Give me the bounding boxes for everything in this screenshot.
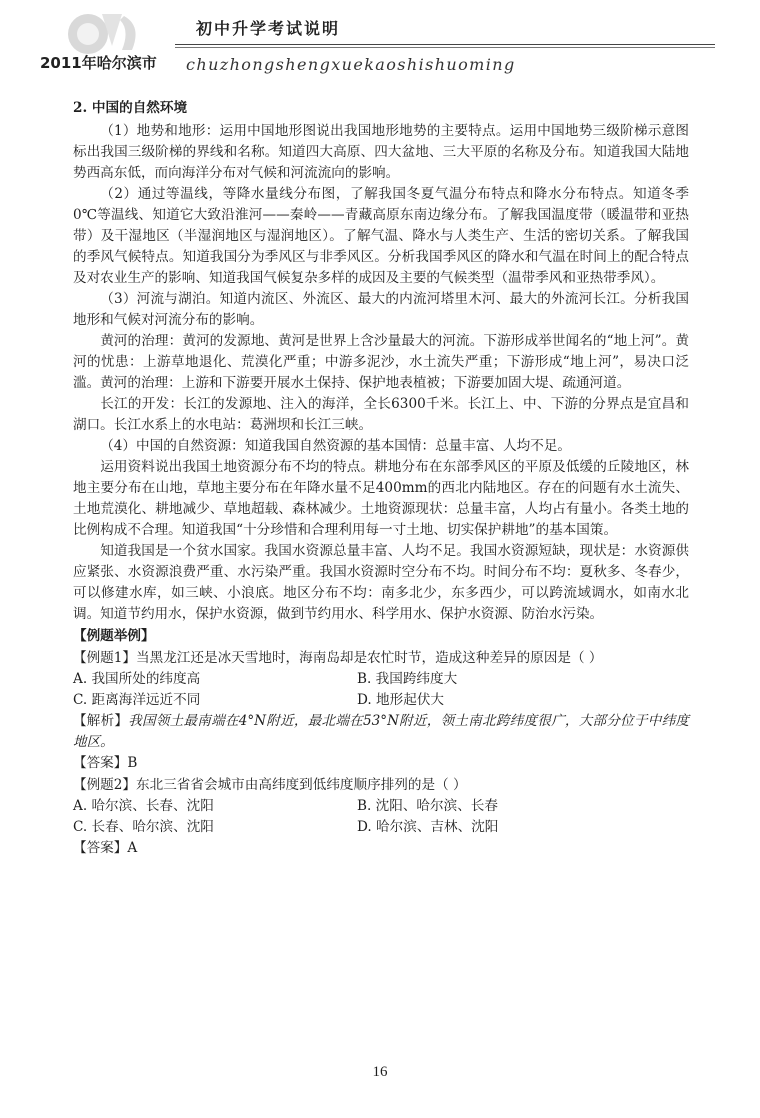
example2-option-a: A. 哈尔滨、长春、沈阳 <box>73 798 214 814</box>
paragraph-land: 运用资料说出我国土地资源分布不均的特点。耕地分布在东部季风区的平原及低缓的丘陵地区，林地主要分布在山地，草地主要分布在年降水量不足400mm的西北内陆地区。存在的问题有水土流失、土地荒漠化、耕地减少、草地超载、森林减少。土地资源现状：总量丰富，人均占有量小。各类土地的比例构成不合理。知道我国“十分珍惜和合理利用每一寸土地、切实保护耕地”的基本国策。 <box>73 459 689 538</box>
paragraph-resources: （4）中国的自然资源：知道我国自然资源的基本国情：总量丰富、人均不足。 <box>100 438 572 454</box>
page-body <box>73 98 689 859</box>
paragraph-climate: （2）通过等温线，等降水量线分布图，了解我国冬夏气温分布特点和降水分布特点。知道冬季0℃等温线、知道它大致沿淮河——秦岭——青藏高原东南边缘分布。了解我国温度带（暖温带和亚热带）及干湿地区（半湿润地区与湿润地区）。了解气温、降水与人类生产、生活的密切关系。了解我国的季风气候特点。知道我国分为季风区与非季风区。分析我国季风区的降水和气温在时间上的配合特点及对农业生产的影响、知道我国气候复杂多样的成因及主要的气候类型（温带季风和亚热带季风）。 <box>73 186 689 286</box>
example2-option-c: C. 长春、哈尔滨、沈阳 <box>73 819 214 835</box>
example1-option-b: B. 我国跨纬度大 <box>357 671 458 687</box>
header-year-city: 2011年哈尔滨市 <box>40 54 157 72</box>
examples-heading: 【例题举例】 <box>73 628 155 644</box>
analysis-text: 我国领土最南端在4°N附近，最北端在53°N附近，领土南北跨纬度很广，大部分位于中纬度地区。 <box>73 713 690 750</box>
example2-option-b: B. 沈阳、哈尔滨、长春 <box>357 798 498 814</box>
paragraph-yangtze: 长江的开发：长江的发源地、注入的海洋，全长6300千米。长江上、中、下游的分界点是宜昌和湖口。长江水系上的水电站：葛洲坝和长江三峡。 <box>73 396 689 433</box>
paragraph-yellow-river: 黄河的治理：黄河的发源地、黄河是世界上含沙量最大的河流。下游形成举世闻名的“地上河”。黄河的忧患：上游草地退化、荒漠化严重；中游多泥沙，水土流失严重；下游形成“地上河”，易决口泛滥。黄河的治理：上游和下游要开展水土保持、保护地表植被；下游要加固大堤、疏通河道。 <box>73 333 689 391</box>
example1-question: 【例题1】当黑龙江还是冰天雪地时，海南岛却是农忙时节，造成这种差异的原因是（ ） <box>73 650 603 666</box>
example2-question: 【例题2】东北三省省会城市由高纬度到低纬度顺序排列的是（ ） <box>73 777 467 793</box>
example2-option-d: D. 哈尔滨、吉林、沈阳 <box>357 819 499 835</box>
section-title: 2. 中国的自然环境 <box>73 100 188 116</box>
header-title: 初中升学考试说明 <box>196 19 341 38</box>
example2-options <box>73 796 689 838</box>
paragraph-terrain: （1）地势和地形：运用中国地形图说出我国地形地势的主要特点。运用中国地势三级阶梯示意图标出我国三级阶梯的界线和名称。知道四大高原、四大盆地、三大平原的名称及分布。知道我国大陆地势西高东低，而向海洋分布对气候和河流流向的影响。 <box>73 123 689 181</box>
paragraph-rivers: （3）河流与湖泊。知道内流区、外流区、最大的内流河塔里木河、最大的外流河长江。分析我国地形和气候对河流分布的影响。 <box>73 291 689 328</box>
page-number: 16 <box>372 1064 388 1080</box>
example2-answer: 【答案】A <box>73 840 138 856</box>
paragraph-water: 知道我国是一个贫水国家。我国水资源总量丰富、人均不足。我国水资源短缺，现状是：水资源供应紧张、水资源浪费严重、水污染严重。我国水资源时空分布不均。时间分布不均：夏秋多、冬春少，可以修建水库，如三峡、小浪底。地区分布不均：南多北少，东多西少，可以跨流域调水，如南水北调。知道节约用水，保护水资源，做到节约用水、科学用水、保护水资源、防治水污染。 <box>73 543 689 622</box>
example1-option-a: A. 我国所处的纬度高 <box>73 671 201 687</box>
example1-option-d: D. 地形起伏大 <box>357 692 445 708</box>
header-pinyin: chuzhongshengxuekaoshishuoming <box>186 55 516 74</box>
example1-answer: 【答案】B <box>73 755 138 771</box>
example1-analysis <box>73 711 689 753</box>
header-divider <box>175 44 715 45</box>
page-header <box>0 0 760 90</box>
analysis-tag: 【解析】 <box>73 713 129 729</box>
header-divider-thin <box>175 47 715 48</box>
example1-option-c: C. 距离海洋远近不同 <box>73 692 201 708</box>
example1-options <box>73 669 689 711</box>
